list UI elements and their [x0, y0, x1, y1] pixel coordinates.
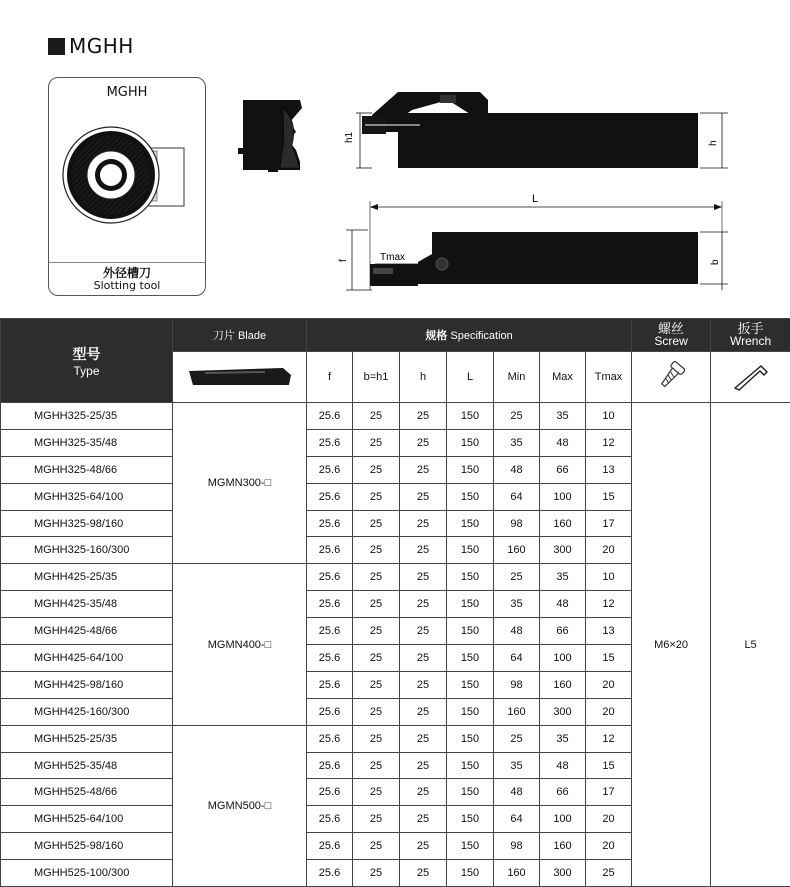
cell-h: 25 — [400, 752, 447, 779]
cell-f: 25.6 — [307, 698, 353, 725]
cell-tmax: 20 — [586, 671, 632, 698]
cell-h: 25 — [400, 510, 447, 537]
side-view-top-icon — [344, 92, 728, 168]
cell-L: 150 — [447, 456, 494, 483]
blade-header: 刀片 Blade — [173, 319, 307, 352]
dim-label-b: b — [710, 259, 721, 265]
cell-h: 25 — [400, 779, 447, 806]
cell-f: 25.6 — [307, 483, 353, 510]
table-row — [1, 403, 790, 430]
cell-h: 25 — [400, 833, 447, 860]
cell-f: 25.6 — [307, 752, 353, 779]
cell-type: MGHH325-98/160 — [1, 510, 173, 537]
wrench-icon-cell — [711, 352, 790, 403]
page-title: MGHH — [69, 34, 134, 58]
cell-tmax: 15 — [586, 645, 632, 672]
cell-L: 150 — [447, 403, 494, 430]
cell-f: 25.6 — [307, 510, 353, 537]
cell-b: 25 — [353, 483, 400, 510]
dim-label-L: L — [532, 193, 539, 205]
cell-tmax: 20 — [586, 806, 632, 833]
cell-type: MGHH325-25/35 — [1, 403, 173, 430]
cell-b: 25 — [353, 645, 400, 672]
cell-type: MGHH425-160/300 — [1, 698, 173, 725]
cell-type: MGHH525-25/35 — [1, 725, 173, 752]
cell-h: 25 — [400, 698, 447, 725]
blade-icon-cell — [173, 352, 307, 403]
cell-f: 25.6 — [307, 429, 353, 456]
cell-min: 35 — [494, 591, 540, 618]
cell-type: MGHH425-64/100 — [1, 645, 173, 672]
hex-key-icon — [729, 358, 773, 394]
cell-tmax: 15 — [586, 483, 632, 510]
cell-tmax: 15 — [586, 752, 632, 779]
cell-f: 25.6 — [307, 645, 353, 672]
cell-min: 64 — [494, 483, 540, 510]
cell-L: 150 — [447, 671, 494, 698]
tool-drawings — [0, 0, 790, 310]
cell-min: 160 — [494, 860, 540, 887]
card-caption-en: Slotting tool — [93, 279, 161, 292]
cell-type: MGHH325-64/100 — [1, 483, 173, 510]
cell-type: MGHH325-160/300 — [1, 537, 173, 564]
cell-type: MGHH425-25/35 — [1, 564, 173, 591]
cell-tmax: 20 — [586, 833, 632, 860]
dim-label-tmax: Tmax — [380, 252, 405, 263]
cell-max: 35 — [540, 725, 586, 752]
cell-h: 25 — [400, 537, 447, 564]
col-L: L — [447, 352, 494, 403]
cell-L: 150 — [447, 806, 494, 833]
cell-h: 25 — [400, 564, 447, 591]
end-view-icon — [238, 100, 302, 172]
wrench-header: 扳手 Wrench — [711, 319, 790, 352]
cell-L: 150 — [447, 429, 494, 456]
cell-b: 25 — [353, 806, 400, 833]
side-view-bottom-icon — [338, 230, 728, 290]
cell-tmax: 17 — [586, 510, 632, 537]
cell-b: 25 — [353, 860, 400, 887]
cell-f: 25.6 — [307, 860, 353, 887]
cell-L: 150 — [447, 752, 494, 779]
cell-blade: MGMN300-□ — [173, 403, 307, 564]
cell-max: 160 — [540, 510, 586, 537]
cell-type: MGHH325-48/66 — [1, 456, 173, 483]
cell-min: 98 — [494, 510, 540, 537]
cell-L: 150 — [447, 618, 494, 645]
cell-L: 150 — [447, 833, 494, 860]
cell-max: 48 — [540, 591, 586, 618]
cell-L: 150 — [447, 537, 494, 564]
col-f: f — [307, 352, 353, 403]
cell-screw: M6×20 — [632, 403, 711, 887]
cell-type: MGHH525-35/48 — [1, 752, 173, 779]
cell-max: 66 — [540, 456, 586, 483]
cell-h: 25 — [400, 860, 447, 887]
cell-h: 25 — [400, 725, 447, 752]
cell-min: 25 — [494, 403, 540, 430]
cell-min: 160 — [494, 537, 540, 564]
cell-L: 150 — [447, 725, 494, 752]
cell-b: 25 — [353, 671, 400, 698]
cell-max: 300 — [540, 698, 586, 725]
cell-tmax: 12 — [586, 429, 632, 456]
cell-b: 25 — [353, 429, 400, 456]
cell-h: 25 — [400, 671, 447, 698]
col-max: Max — [540, 352, 586, 403]
cell-L: 150 — [447, 564, 494, 591]
cell-L: 150 — [447, 698, 494, 725]
cell-max: 160 — [540, 671, 586, 698]
cell-f: 25.6 — [307, 591, 353, 618]
cell-tmax: 10 — [586, 564, 632, 591]
cell-min: 64 — [494, 645, 540, 672]
screw-icon — [653, 358, 689, 394]
cell-h: 25 — [400, 429, 447, 456]
cell-min: 35 — [494, 752, 540, 779]
col-min: Min — [494, 352, 540, 403]
dim-label-f: f — [338, 259, 349, 262]
cell-max: 66 — [540, 779, 586, 806]
cell-b: 25 — [353, 564, 400, 591]
cell-tmax: 25 — [586, 860, 632, 887]
cell-b: 25 — [353, 618, 400, 645]
cell-max: 35 — [540, 403, 586, 430]
cell-h: 25 — [400, 806, 447, 833]
cell-h: 25 — [400, 618, 447, 645]
cell-type: MGHH325-35/48 — [1, 429, 173, 456]
cell-f: 25.6 — [307, 403, 353, 430]
type-header: 型号 Type — [1, 319, 173, 403]
col-b: b=h1 — [353, 352, 400, 403]
cell-f: 25.6 — [307, 806, 353, 833]
cell-blade: MGMN400-□ — [173, 564, 307, 725]
dim-label-h1: h1 — [344, 131, 355, 143]
cell-L: 150 — [447, 483, 494, 510]
cell-max: 48 — [540, 429, 586, 456]
cell-f: 25.6 — [307, 618, 353, 645]
card-title: MGHH — [106, 85, 148, 100]
cell-f: 25.6 — [307, 564, 353, 591]
cell-min: 48 — [494, 456, 540, 483]
col-tmax: Tmax — [586, 352, 632, 403]
cell-min: 48 — [494, 618, 540, 645]
screw-icon-cell — [632, 352, 711, 403]
blade-icon — [185, 361, 295, 391]
cell-tmax: 20 — [586, 537, 632, 564]
cell-f: 25.6 — [307, 833, 353, 860]
cell-h: 25 — [400, 645, 447, 672]
cell-f: 25.6 — [307, 537, 353, 564]
spec-table — [0, 318, 790, 887]
cell-b: 25 — [353, 403, 400, 430]
cell-max: 160 — [540, 833, 586, 860]
cell-h: 25 — [400, 483, 447, 510]
cell-tmax: 13 — [586, 618, 632, 645]
cell-b: 25 — [353, 537, 400, 564]
cell-max: 100 — [540, 806, 586, 833]
cell-tmax: 20 — [586, 698, 632, 725]
cell-f: 25.6 — [307, 779, 353, 806]
cell-type: MGHH525-48/66 — [1, 779, 173, 806]
cell-min: 48 — [494, 779, 540, 806]
spec-header: 规格 Specification — [307, 319, 632, 352]
cell-tmax: 12 — [586, 591, 632, 618]
cell-tmax: 10 — [586, 403, 632, 430]
cell-h: 25 — [400, 591, 447, 618]
cell-max: 48 — [540, 752, 586, 779]
cell-tmax: 12 — [586, 725, 632, 752]
cell-min: 98 — [494, 671, 540, 698]
cell-b: 25 — [353, 456, 400, 483]
cell-type: MGHH525-98/160 — [1, 833, 173, 860]
cell-b: 25 — [353, 752, 400, 779]
cell-min: 25 — [494, 725, 540, 752]
cell-f: 25.6 — [307, 671, 353, 698]
cell-h: 25 — [400, 456, 447, 483]
cell-min: 35 — [494, 429, 540, 456]
cell-L: 150 — [447, 645, 494, 672]
table-header-row — [1, 319, 790, 352]
table-body — [1, 403, 790, 887]
cell-type: MGHH525-64/100 — [1, 806, 173, 833]
cell-min: 64 — [494, 806, 540, 833]
cell-b: 25 — [353, 591, 400, 618]
cell-b: 25 — [353, 725, 400, 752]
cell-f: 25.6 — [307, 725, 353, 752]
cell-L: 150 — [447, 591, 494, 618]
cell-b: 25 — [353, 833, 400, 860]
cell-max: 300 — [540, 860, 586, 887]
cell-tmax: 17 — [586, 779, 632, 806]
cell-type: MGHH425-98/160 — [1, 671, 173, 698]
cell-b: 25 — [353, 779, 400, 806]
cell-min: 25 — [494, 564, 540, 591]
cell-min: 98 — [494, 833, 540, 860]
cell-min: 160 — [494, 698, 540, 725]
cell-type: MGHH425-48/66 — [1, 618, 173, 645]
cell-type: MGHH425-35/48 — [1, 591, 173, 618]
cell-h: 25 — [400, 403, 447, 430]
cell-b: 25 — [353, 698, 400, 725]
cell-f: 25.6 — [307, 456, 353, 483]
cell-max: 35 — [540, 564, 586, 591]
cell-max: 100 — [540, 483, 586, 510]
cell-type: MGHH525-100/300 — [1, 860, 173, 887]
cell-L: 150 — [447, 779, 494, 806]
cell-b: 25 — [353, 510, 400, 537]
card-caption-cn: 外径槽刀 — [102, 266, 151, 280]
cell-L: 150 — [447, 510, 494, 537]
screw-header: 螺丝 Screw — [632, 319, 711, 352]
cell-wrench: L5 — [711, 403, 790, 887]
cell-tmax: 13 — [586, 456, 632, 483]
cell-L: 150 — [447, 860, 494, 887]
col-h: h — [400, 352, 447, 403]
cell-max: 300 — [540, 537, 586, 564]
cell-max: 100 — [540, 645, 586, 672]
cell-blade: MGMN500-□ — [173, 725, 307, 886]
dim-label-h: h — [708, 140, 719, 146]
cell-max: 66 — [540, 618, 586, 645]
